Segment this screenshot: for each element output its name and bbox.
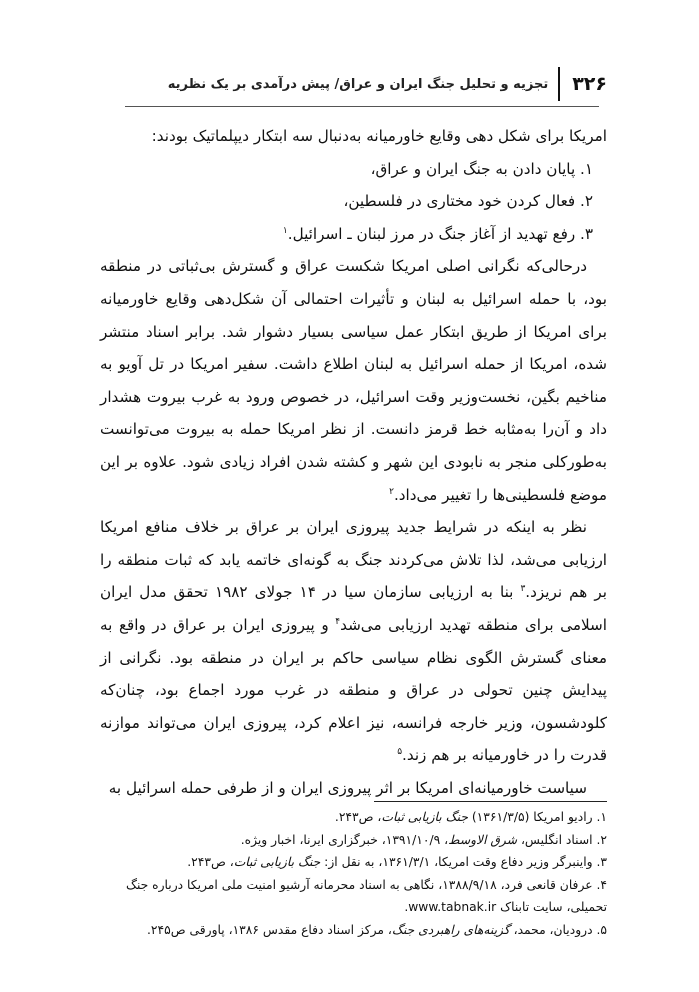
footnote-text: ، ص۲۴۳. bbox=[187, 855, 234, 869]
footnote-text: ۳. واینبرگر وزیر دفاع وقت امریکا، ۱۳۶۱/۳/۱، به نقل از: bbox=[320, 855, 607, 869]
footnote bbox=[100, 851, 607, 874]
intro-paragraph: امریکا برای شکل دهی وقایع خاورمیانه به‌دنبال سه ابتکار دیپلماتیک بودند: bbox=[151, 127, 607, 145]
list-item: ۱. پایان دادن به جنگ ایران و عراق، bbox=[370, 159, 593, 178]
footnote-text: ۵. درودیان، محمد، bbox=[509, 922, 607, 937]
paragraph: سیاست خاورمیانه‌ای امریکا بر اثر پیروزی ایران و از طرفی حمله اسرائیل به bbox=[108, 778, 587, 797]
footnote-ref[interactable]: ۳ bbox=[520, 584, 526, 595]
paragraph bbox=[100, 250, 607, 511]
footnote-source-title: گزینه‌های راهبردی جنگ bbox=[391, 922, 510, 937]
main-text bbox=[100, 120, 607, 804]
footnotes bbox=[100, 806, 607, 941]
paragraph-text: نظر به اینکه در شرایط جدید پیروزی ایران بر عراق بر خلاف منافع امریکا ارزیابی می‌شد، لذا تلاش می‌کردند جنگ به گونه‌ای خاتمه یابد که ثبات منطقه را بر هم نریزد. bbox=[100, 518, 607, 602]
running-title: تجزیه و تحلیل جنگ ایران و عراق/ پیش درآمدی بر یک نظریه bbox=[167, 76, 549, 92]
running-header bbox=[125, 64, 607, 104]
paragraph bbox=[100, 511, 607, 772]
footnote-ref[interactable]: ۱ bbox=[282, 225, 288, 236]
footnote-ref[interactable]: ۲ bbox=[389, 486, 394, 497]
footnote bbox=[100, 829, 607, 852]
list-item: ۲. فعال کردن خود مختاری در فلسطین، bbox=[343, 192, 593, 211]
footnote-text: ، مرکز اسناد دفاع مقدس ۱۳۸۶، پاورقی ص۲۴۵. bbox=[147, 922, 392, 937]
header-vertical-rule bbox=[558, 67, 560, 101]
footnote bbox=[100, 806, 607, 829]
footnote-divider bbox=[374, 801, 607, 802]
footnote-source-title: جنگ بازیابی ثبات bbox=[233, 855, 321, 869]
header-divider bbox=[125, 106, 599, 107]
footnote-ref[interactable]: ۴ bbox=[335, 616, 341, 627]
footnote bbox=[100, 874, 607, 919]
list-item bbox=[100, 218, 607, 251]
paragraph-text: درحالی‌که نگرانی اصلی امریکا شکست عراق و گسترش بی‌ثباتی در منطقه بود، با حمله اسرائیل به لبنان و تأثیرات احتمالی آن شکل‌دهی وقایع خاورمیانه برای امریکا از طریق ابتکار عمل سیاسی بسیار دشوار شد. برابر اسناد منتشر شده، امریکا از حمله اسرائیل به لبنان اطلاع داشت. سفیر امریکا در تل آویو به مناخیم بگین، نخست‌وزیر وقت اسرائیل، در خصوص ورود به غرب بیروت هشدار داد و آن‌را به‌مثابه خط قرمز دانست. از نظر امریکا حمله به بیروت می‌توانست به‌طورکلی منجر به نابودی این شهر و کشته شدن افراد زیادی شود. علاوه بر این موضع فلسطینی‌ها را تغییر می‌داد. bbox=[100, 257, 607, 504]
footnote-text: ۱. رادیو امریکا (۱۳۶۱/۳/۵) bbox=[467, 810, 607, 824]
footnote-link[interactable]: www.tabnak.ir bbox=[408, 900, 497, 914]
footnote-source-title: شرق الاوسط bbox=[448, 832, 518, 847]
paragraph-text: و پیروزی ایران بر عراق در واقع به معنای گسترش الگوی نظام سیاسی حاکم بر ایران در منطقه بود. نگرانی از پیدایش چنین تحولی در عراق و منطقه در غرب مورد اجماع بود، چنان‌که کلودشسون، وزیر خارجه فرانسه، نیز اعلام کرد، پیروزی ایران می‌تواند موازنه قدرت را در خاورمیانه بر هم زند. bbox=[100, 615, 607, 765]
footnote-text: ۲. اسناد انگلیس، bbox=[517, 832, 607, 847]
footnote-text: . bbox=[404, 900, 409, 914]
footnote-text: ، ص۲۴۳. bbox=[334, 810, 382, 824]
footnote bbox=[100, 919, 607, 942]
list-item-text: ۳. رفع تهدید از آغاز جنگ در مرز لبنان ـ اسرائیل. bbox=[287, 224, 593, 243]
footnote-text: ، ۱۳۹۱/۱۰/۹، خبرگزاری ایرنا، اخبار ویژه. bbox=[240, 832, 449, 847]
paragraph-text: بنا به ارزیابی سازمان سیا در ۱۴ جولای ۱۹۸۲ تحقق مدل ایران اسلامی برای منطقه تهدید ارزیابی می‌شد bbox=[100, 583, 607, 634]
page-number: ۳۲۶ bbox=[572, 73, 607, 95]
footnote-ref[interactable]: ۵ bbox=[397, 747, 403, 758]
footnote-text: ۴. عرفان قانعی فرد، ۱۳۸۸/۹/۱۸، نگاهی به اسناد محرمانه آرشیو امنیت ملی امریکا درباره جنگ تحمیلی، سایت تابناک bbox=[125, 877, 607, 914]
footnote-source-title: جنگ بازیابی ثبات bbox=[381, 810, 468, 824]
